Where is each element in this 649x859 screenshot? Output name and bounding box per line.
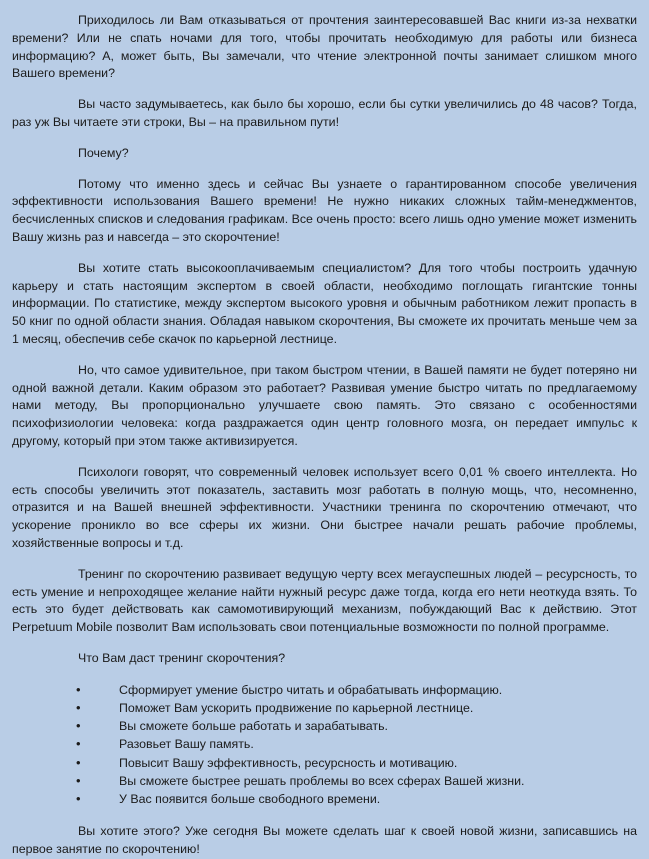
- bullet-icon: •: [76, 736, 81, 752]
- list-item-text: У Вас появится больше свободного времени.: [119, 791, 381, 806]
- paragraph-training: Тренинг по скорочтению развивает ведущую черту всех мегауспешных людей – ресурсность, то есть умение и непроходящее желание найти нужный ресурс даже тогда, когда его нети неоткуда взять. То есть это будет действовать как самомотивирующий механизм, побуждающий Вас к действию. Этот Perpetuum Mobile позволит Вам использовать свои потенциальные возможности по полной программе.: [12, 566, 637, 635]
- list-item: [12, 699, 637, 717]
- paragraph-speed-reading: Потому что именно здесь и сейчас Вы узнаете о гарантированном способе увеличения эффективности использования Вашего времени! Не нужно никаких сложных тайм-менеджментов, бесчисленных списков и следования графикам. Все очень просто: всего лишь одно умение может изменить Вашу жизнь раз и навсегда – это скорочтение!: [12, 176, 637, 244]
- list-item: [12, 735, 637, 753]
- paragraph-memory: Но, что самое удивительное, при таком быстром чтении, в Вашей памяти не будет потеряно ни одной важной детали. Каким образом это работает? Развивая умение быстро читать по предлагаемому нами методу, Вы пропорционально улучшаете свою память. Это связано с особенностями психофизиологии человека: когда раздражается один центр головного мозга, он передает импульс к другому, который при этом также активизируется.: [12, 362, 637, 448]
- list-intro: Что Вам даст тренинг скорочтения?: [78, 650, 286, 665]
- list-item: [12, 717, 637, 735]
- benefits-list: [12, 681, 637, 808]
- paragraph-intro: Приходилось ли Вам отказываться от прочтения заинтересовавшей Вас книги из-за нехватки времени? Или не спать ночами для того, чтобы прочитать необходимую для работы или бизнеса информацию? А, может быть, Вы замечали, что чтение электронной почты занимает слишком много Вашего времени?: [12, 13, 637, 81]
- paragraph-psychologists: Психологи говорят, что современный человек использует всего 0,01 % своего интеллекта. Но есть способы увеличить этот показатель, заставить мозг работать в полную мощь, что, несомненно, отразится и на Вашей внешней эффективности. Участники тренинга по скорочтению отмечают, что ускорение проникло во все сферы их жизни. Они быстрее начали решать рабочие проблемы, хозяйственные вопросы и т.д.: [12, 464, 637, 550]
- list-item-text: Вы сможете быстрее решать проблемы во всех сферах Вашей жизни.: [119, 773, 525, 788]
- list-item-text: Вы сможете больше работать и зарабатывать.: [119, 719, 388, 734]
- bullet-icon: •: [76, 790, 81, 806]
- list-item: [12, 790, 637, 808]
- list-item: [12, 754, 637, 772]
- list-item-text: Сформирует умение быстро читать и обрабатывать информацию.: [119, 682, 503, 697]
- list-item-text: Повысит Вашу эффективность, ресурсность и мотивацию.: [119, 755, 458, 770]
- list-item: [12, 681, 637, 699]
- list-item: [12, 772, 637, 790]
- bullet-icon: •: [76, 754, 81, 770]
- paragraph-why: Почему?: [78, 145, 129, 160]
- bullet-icon: •: [76, 718, 81, 734]
- paragraph-career: Вы хотите стать высокооплачиваемым специалистом? Для того чтобы построить удачную карьеру и стать настоящим экспертом в своей области, необходимо поглощать гигантские тонны информации. По статистике, между экспертом высокого уровня и обычным работником лежит пропасть в 50 книг по одной области знания. Обладая навыком скорочтения, Вы сможете их прочитать меньше чем за 1 месяц, обеспечив себе скачок по карьерной лестнице.: [12, 260, 637, 346]
- bullet-icon: •: [76, 699, 81, 715]
- bullet-icon: •: [76, 681, 81, 697]
- list-item-text: Разовьет Вашу память.: [119, 737, 254, 752]
- bullet-icon: •: [76, 772, 81, 788]
- list-item-text: Поможет Вам ускорить продвижение по карьерной лестнице.: [119, 700, 474, 715]
- paragraph-48-hours: Вы часто задумываетесь, как было бы хорошо, если бы сутки увеличились до 48 часов? Тогда, раз уж Вы читаете эти строки, Вы – на правильном пути!: [12, 97, 637, 129]
- paragraph-closing: Вы хотите этого? Уже сегодня Вы можете сделать шаг к своей новой жизни, записавшись на первое занятие по скорочтению!: [12, 824, 637, 856]
